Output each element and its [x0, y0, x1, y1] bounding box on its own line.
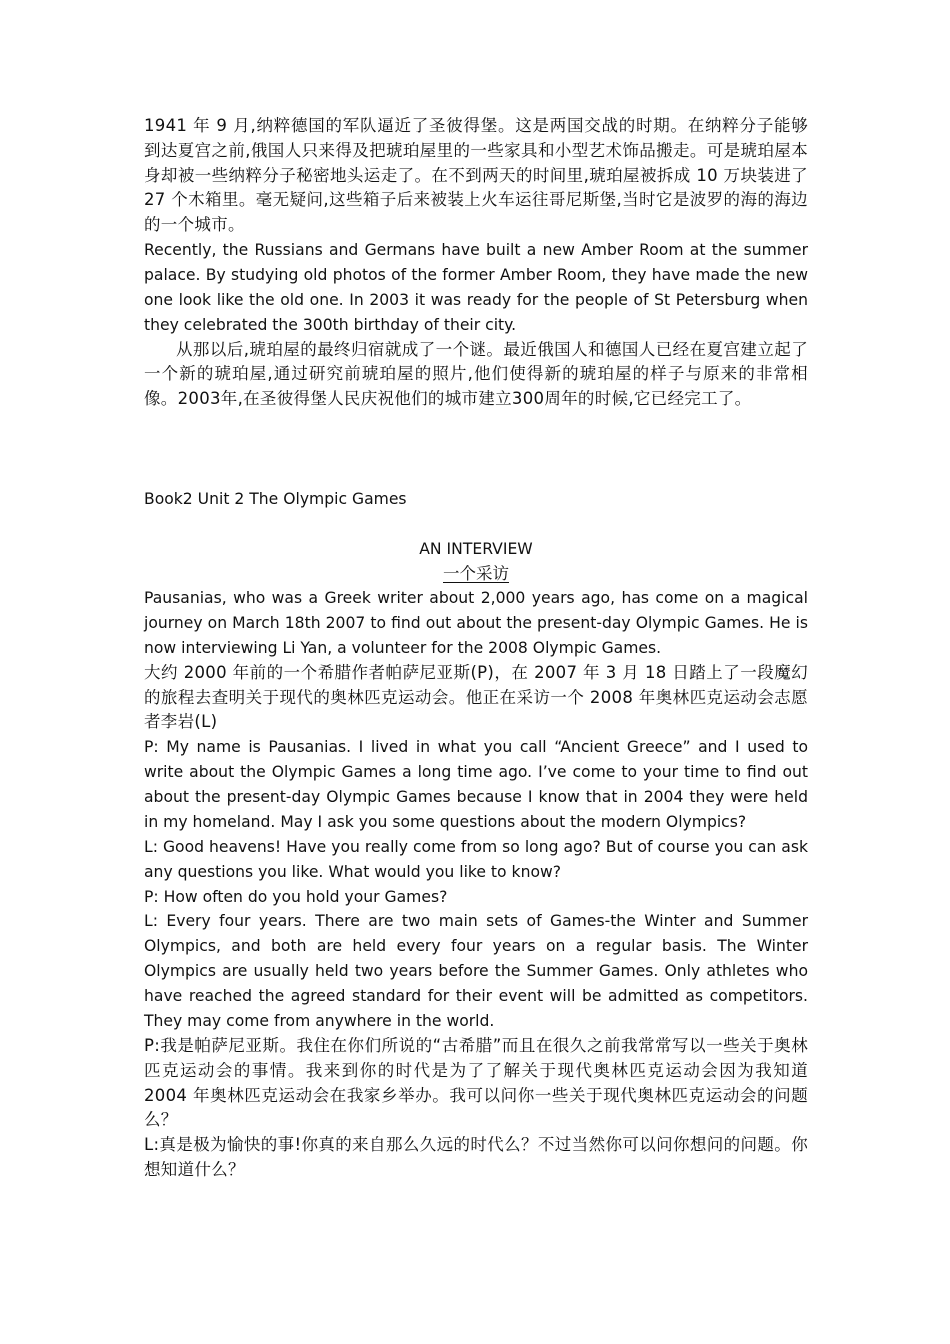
interview-title-zh: 一个采访 [443, 564, 509, 583]
interview-title: AN INTERVIEW [419, 540, 533, 558]
document-page [144, 114, 808, 1183]
dialogue-l-1-zh: L:真是极为愉快的事!你真的来自那么久远的时代么？不过当然你可以问你想问的问题。你想知道什么？ [144, 1135, 808, 1179]
dialogue-p-1: P: My name is Pausanias. I lived in what you call “Ancient Greece” and I used to write about the Olympic Games a long time ago. I’ve come to your time to find out about the present-day Olympic Games because I know that in 2004 they were held in my homeland. May I ask you some questions about the modern Olympics? [144, 738, 808, 831]
dialogue-l-2: L: Every four years. There are two main sets of Games-the Winter and Summer Olympics, and both are held every four years on a regular basis. The Winter Olympics are usually held two years before the Summer Games. Only athletes who have reached the agreed standard for their event will be admitted as competitors. They may come from anywhere in the world. [144, 912, 808, 1031]
paragraph-intro-zh: 大约 2000 年前的一个希腊作者帕萨尼亚斯(P)，在 2007 年 3 月 18 日踏上了一段魔幻的旅程去查明关于现代的奥林匹克运动会。他正在采访一个 2008 年奥林匹克运动会志愿者李岩(L) [144, 662, 808, 732]
dialogue-l-1: L: Good heavens! Have you really come from so long ago? But of course you can ask any questions you like. What would you like to know? [144, 837, 808, 881]
paragraph-intro-en: Pausanias, who was a Greek writer about 2,000 years ago, has come on a magical journey on March 18th 2007 to find out about the present-day Olympic Games. He is now interviewing Li Yan, a volunteer for the 2008 Olympic Games. [144, 589, 808, 657]
paragraph-amber-room-recent-en: Recently, the Russians and Germans have built a new Amber Room at the summer palace. By studying old photos of the former Amber Room, they have made the new one look like the old one. In 2003 it was ready for the people of St Petersburg when they celebrated the 300th birthday of their city. [144, 240, 808, 334]
spacer [144, 512, 808, 537]
dialogue-p-2: P: How often do you hold your Games? [144, 887, 448, 906]
paragraph-amber-room-recent-zh: 从那以后,琥珀屋的最终归宿就成了一个谜。最近俄国人和德国人已经在夏宫建立起了一个新的琥珀屋,通过研究前琥珀屋的照片,他们使得新的琥珀屋的样子与原来的非常相像。2003年,在圣彼得堡人民庆祝他们的城市建立300周年的时候,它已经完工了。 [144, 339, 808, 409]
paragraph-amber-room-history-zh: 1941 年 9 月,纳粹德国的军队逼近了圣彼得堡。这是两国交战的时期。在纳粹分子能够到达夏宫之前,俄国人只来得及把琥珀屋里的一些家具和小型艺术饰品搬走。可是琥珀屋本身却被一些纳粹分子秘密地头运走了。在不到两天的时间里,琥珀屋被拆成 10 万块装进了 27 个木箱里。毫无疑问,这些箱子后来被装上火车运往哥尼斯堡,当时它是波罗的海的海边的一个城市。 [144, 116, 808, 235]
section-heading: Book2 Unit 2 The Olympic Games [144, 490, 407, 508]
spacer [144, 412, 808, 487]
dialogue-p-1-zh: P:我是帕萨尼亚斯。我住在你们所说的“古希腊”而且在很久之前我常常写以一些关于奥林匹克运动会的事情。我来到你的时代是为了了解关于现代奥林匹克运动会因为我知道 2004 年奥林匹克运动会在我家乡举办。我可以问你一些关于现代奥林匹克运动会的问题么？ [144, 1035, 808, 1130]
